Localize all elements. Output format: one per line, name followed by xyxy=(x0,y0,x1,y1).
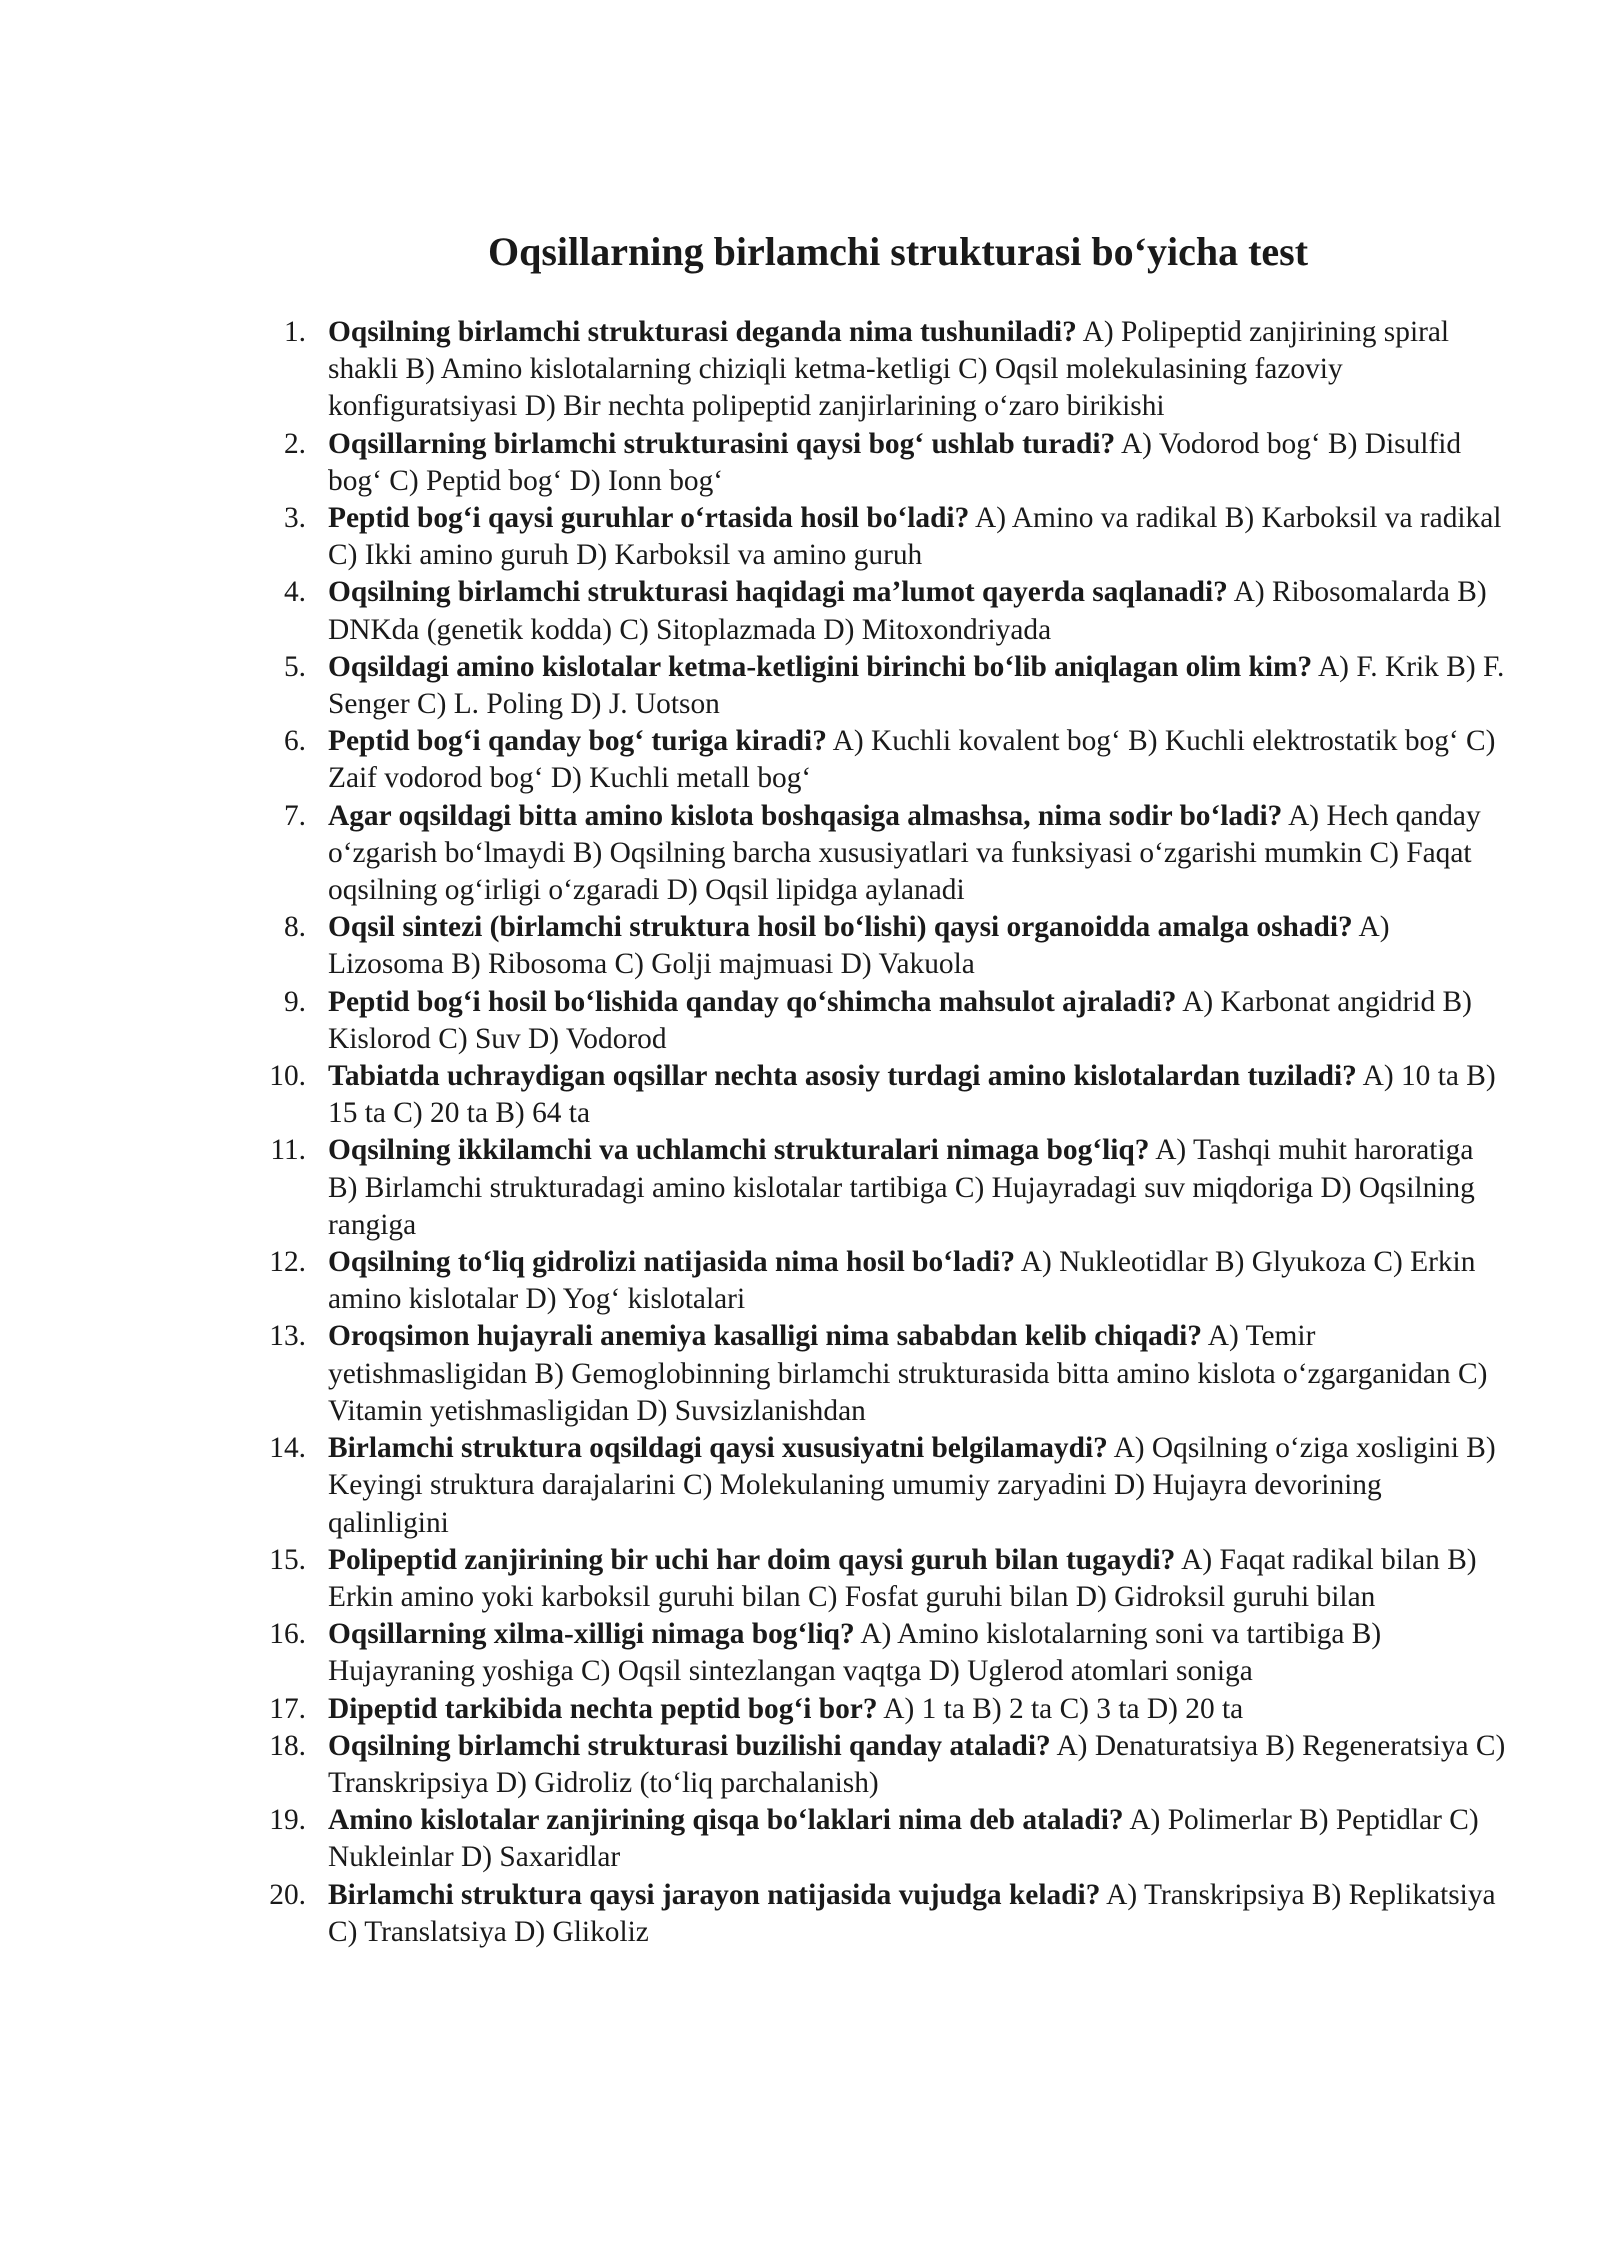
question-number: 3. xyxy=(283,502,306,535)
answer-options: A) Tashqi muhit haroratiga B) Birlamchi strukturadagi amino kislotalar tartibiga C) Hujayradagi suv miqdoriga D) Oqsilning rangiga xyxy=(328,1134,1475,1241)
answer-options: A) Denaturatsiya B) Regeneratsiya C) Transkripsiya D) Gidroliz (to‘liq parchalanish) xyxy=(328,1729,1506,1799)
answer-options: A) Transkripsiya B) Replikatsiya C) Translatsiya D) Glikoliz xyxy=(328,1878,1496,1948)
question-item xyxy=(256,1802,1506,1876)
answer-options: A) Hech qanday o‘zgarish bo‘lmaydi B) Oqsilning barcha xususiyatlari va funksiyasi o‘zgarishi mumkin C) Faqat oqsilning og‘irligi o‘zgaradi D) Oqsil lipidga aylanadi xyxy=(328,799,1481,907)
answer-options: A) Lizosoma B) Ribosoma C) Golji majmuasi D) Vakuola xyxy=(328,911,1390,981)
question-item xyxy=(256,1318,1506,1430)
question-text: Oqsil sintezi (birlamchi struktura hosil bo‘lishi) qaysi organoidda amalga oshadi? xyxy=(328,911,1353,944)
question-list xyxy=(256,314,1506,1951)
question-item xyxy=(256,1430,1506,1542)
question-item xyxy=(256,723,1506,797)
answer-options: A) Amino kislotalarning soni va tartibiga B) Hujayraning yoshiga C) Oqsil sintezlangan vaqtga D) Uglerod atomlari soniga xyxy=(328,1618,1382,1688)
question-number: 8. xyxy=(283,911,306,944)
answer-options: A) Amino va radikal B) Karboksil va radikal C) Ikki amino guruh D) Karboksil va amino guruh xyxy=(328,502,1502,572)
answer-options: A) 1 ta B) 2 ta C) 3 ta D) 20 ta xyxy=(883,1692,1244,1725)
question-item xyxy=(256,1058,1506,1132)
question-item xyxy=(256,500,1506,574)
question-item xyxy=(256,649,1506,723)
question-number: 4. xyxy=(283,576,306,609)
question-item xyxy=(256,1616,1506,1690)
question-text: Oqsilning birlamchi strukturasi buzilishi qanday ataladi? xyxy=(328,1729,1051,1762)
answer-options: A) 10 ta B) 15 ta C) 20 ta B) 64 ta xyxy=(328,1060,1496,1130)
page-title: Oqsillarning birlamchi strukturasi bo‘yicha test xyxy=(487,229,1309,274)
question-text: Oroqsimon hujayrali anemiya kasalligi nima sababdan kelib chiqadi? xyxy=(328,1320,1203,1353)
question-item xyxy=(256,1728,1506,1802)
question-number: 14. xyxy=(269,1432,306,1465)
question-text: Oqsilning ikkilamchi va uchlamchi strukturalari nimaga bog‘liq? xyxy=(328,1134,1150,1167)
question-item xyxy=(256,426,1506,500)
question-item xyxy=(256,1542,1506,1616)
question-number: 7. xyxy=(283,799,306,832)
answer-options: A) Nukleotidlar B) Glyukoza C) Erkin amino kislotalar D) Yog‘ kislotalari xyxy=(328,1246,1476,1316)
question-text: Peptid bog‘i hosil bo‘lishida qanday qo‘shimcha mahsulot ajraladi? xyxy=(328,985,1177,1018)
question-number: 17. xyxy=(269,1692,306,1725)
question-text: Peptid bog‘i qanday bog‘ turiga kiradi? xyxy=(328,725,827,758)
question-item xyxy=(256,574,1506,648)
answer-options: A) Faqat radikal bilan B) Erkin amino yoki karboksil guruhi bilan C) Fosfat guruhi bilan D) Gidroksil guruhi bilan xyxy=(328,1543,1477,1613)
answer-options: A) F. Krik B) F. Senger C) L. Poling D) J. Uotson xyxy=(328,650,1505,721)
question-text: Birlamchi struktura oqsildagi qaysi xususiyatni belgilamaydi? xyxy=(328,1432,1108,1465)
question-item xyxy=(256,1877,1506,1951)
question-text: Tabiatda uchraydigan oqsillar nechta asosiy turdagi amino kislotalardan tuziladi? xyxy=(328,1060,1357,1093)
question-item xyxy=(256,984,1506,1058)
question-text: Birlamchi struktura qaysi jarayon natijasida vujudga keladi? xyxy=(328,1878,1101,1911)
question-number: 1. xyxy=(283,316,306,348)
question-item xyxy=(256,909,1506,983)
question-text: Oqsillarning birlamchi strukturasini qaysi bog‘ ushlab turadi? xyxy=(328,427,1116,460)
question-number: 20. xyxy=(269,1878,306,1911)
question-item xyxy=(256,1691,1506,1728)
question-text: Oqsilning birlamchi strukturasi haqidagi ma’lumot qayerda saqlanadi? xyxy=(328,576,1228,609)
question-number: 10. xyxy=(269,1060,306,1093)
answer-options: A) Kuchli kovalent bog‘ B) Kuchli elektrostatik bog‘ C) Zaif vodorod bog‘ D) Kuchli metall bog‘ xyxy=(328,725,1496,795)
question-text: Agar oqsildagi bitta amino kislota boshqasiga almashsa, nima sodir bo‘ladi? xyxy=(328,799,1283,832)
question-text: Oqsilning birlamchi strukturasi deganda nima tushuniladi? xyxy=(328,316,1077,348)
question-text: Peptid bog‘i qaysi guruhlar o‘rtasida hosil bo‘ladi? xyxy=(328,502,970,535)
answer-options: A) Ribosomalarda B) DNKda (genetik kodda) C) Sitoplazmada D) Mitoxondriyada xyxy=(328,576,1487,646)
answer-options: A) Karbonat angidrid B) Kislorod C) Suv D) Vodorod xyxy=(328,985,1472,1055)
question-number: 11. xyxy=(270,1134,306,1167)
question-number: 16. xyxy=(269,1618,306,1651)
question-number: 9. xyxy=(283,985,306,1018)
question-number: 13. xyxy=(269,1320,306,1353)
answer-options: A) Polipeptid zanjirining spiral shakli B) Amino kislotalarning chiziqli ketma-ketligi C) Oqsil molekulasining fazoviy konfiguratsiyasi D) Bir nechta polipeptid zanjirlarining o‘zaro birikishi xyxy=(328,316,1450,423)
question-number: 18. xyxy=(269,1729,306,1762)
question-number: 15. xyxy=(269,1543,306,1576)
answer-options: A) Temir yetishmasligidan B) Gemoglobinning birlamchi strukturasida bitta amino kislota o‘zgarganidan C) Vitamin yetishmasligidan D) Suvsizlanishdan xyxy=(328,1320,1488,1427)
question-item xyxy=(256,314,1506,426)
answer-options: A) Polimerlar B) Peptidlar C) Nukleinlar D) Saxaridlar xyxy=(328,1804,1479,1874)
answer-options: A) Vodorod bog‘ B) Disulfid bog‘ C) Peptid bog‘ D) Ionn bog‘ xyxy=(328,427,1462,497)
question-item xyxy=(256,1244,1506,1318)
question-item xyxy=(256,1132,1506,1244)
question-text: Polipeptid zanjirining bir uchi har doim qaysi guruh bilan tugaydi? xyxy=(328,1543,1176,1576)
question-number: 6. xyxy=(283,725,306,758)
question-text: Oqsildagi amino kislotalar ketma-ketligini birinchi bo‘lib aniqlagan olim kim? xyxy=(328,650,1313,683)
question-number: 2. xyxy=(283,427,306,460)
answer-options: A) Oqsilning o‘ziga xosligini B) Keyingi struktura darajalarini C) Molekulaning umumiy zaryadini D) Hujayra devorining qalinligini xyxy=(328,1432,1496,1539)
question-text: Oqsillarning xilma-xilligi nimaga bog‘liq? xyxy=(328,1618,855,1651)
question-number: 12. xyxy=(269,1246,306,1279)
question-number: 19. xyxy=(269,1804,306,1837)
question-text: Amino kislotalar zanjirining qisqa bo‘laklari nima deb ataladi? xyxy=(328,1804,1124,1837)
question-text: Oqsilning to‘liq gidrolizi natijasida nima hosil bo‘ladi? xyxy=(328,1246,1016,1279)
question-number: 5. xyxy=(283,650,306,683)
question-text: Dipeptid tarkibida nechta peptid bog‘i bor? xyxy=(328,1692,878,1725)
question-item xyxy=(256,798,1506,910)
